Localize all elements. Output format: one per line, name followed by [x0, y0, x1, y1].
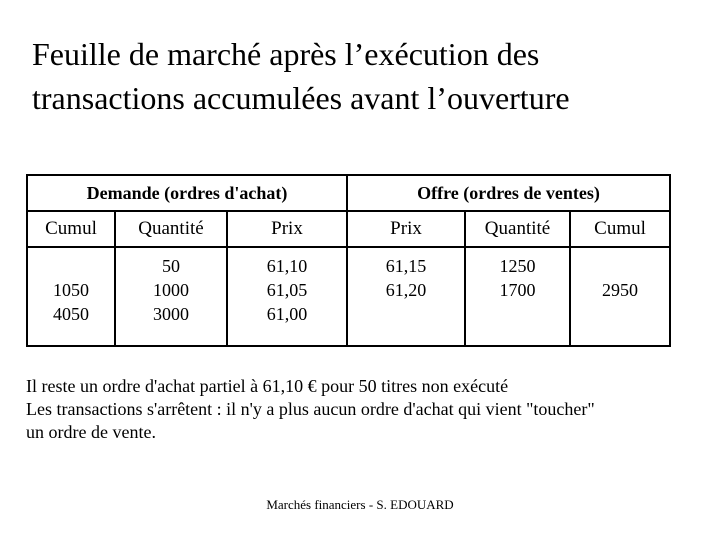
demand-quantite-value: 1000 — [153, 280, 189, 300]
offer-cumul-cell — [570, 247, 670, 346]
column-header-offer-quantite: Quantité — [465, 211, 570, 247]
title-line-1: Feuille de marché après l’exécution des — [32, 36, 540, 72]
offer-header: Offre (ordres de ventes) — [347, 175, 670, 211]
offer-quantite-value: 1250 — [499, 256, 536, 276]
note-line-2: Les transactions s'arrêtent : il n'y a plus aucun ordre d'achat qui vient "toucher" — [26, 399, 595, 419]
demand-cumul-value: 1050 — [53, 280, 89, 300]
offer-prix-value: 61,15 — [385, 256, 427, 276]
explanation-note — [26, 375, 706, 444]
demand-prix-value: 61,10 — [266, 256, 308, 276]
column-header-demand-quantite: Quantité — [115, 211, 227, 247]
column-header-demand-cumul: Cumul — [27, 211, 115, 247]
title-line-2: transactions accumulées avant l’ouverture — [32, 80, 570, 116]
offer-quantite-cell — [465, 247, 570, 346]
demand-prix-value: 61,05 — [266, 280, 308, 300]
order-book-table — [26, 174, 671, 347]
slide-footer: Marchés financiers - S. EDOUARD — [266, 497, 454, 512]
column-header-offer-prix: Prix — [347, 211, 465, 247]
offer-quantite-value: 1700 — [499, 280, 536, 300]
column-header-offer-cumul: Cumul — [570, 211, 670, 247]
offer-prix-value: 61,20 — [385, 280, 427, 300]
slide-title — [32, 32, 712, 120]
note-line-3: un ordre de vente. — [26, 422, 156, 442]
demand-cumul-value: 4050 — [53, 304, 89, 324]
demand-cumul-cell — [27, 247, 115, 346]
demand-quantite-cell — [115, 247, 227, 346]
column-header-demand-prix: Prix — [227, 211, 347, 247]
demand-header: Demande (ordres d'achat) — [27, 175, 347, 211]
demand-quantite-value: 50 — [162, 256, 180, 276]
demand-quantite-value: 3000 — [153, 304, 189, 324]
demand-prix-value: 61,00 — [266, 304, 308, 324]
offer-prix-cell — [347, 247, 465, 346]
note-line-1: Il reste un ordre d'achat partiel à 61,10 € pour 50 titres non exécuté — [26, 376, 509, 396]
offer-cumul-value: 2950 — [602, 280, 639, 300]
demand-prix-cell — [227, 247, 347, 346]
